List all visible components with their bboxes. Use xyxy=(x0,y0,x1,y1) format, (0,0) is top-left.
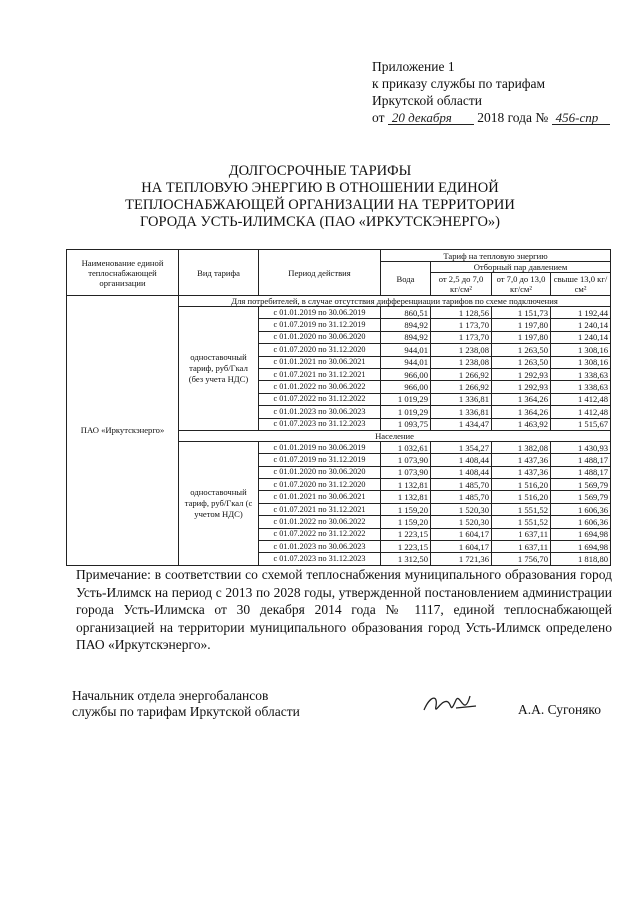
header-period: Период действия xyxy=(259,250,381,296)
steam-1-cell: 1 604,17 xyxy=(431,541,492,553)
period-cell: с 01.01.2021 по 30.06.2021 xyxy=(259,491,381,503)
annex-line-2: к приказу службы по тарифам xyxy=(372,76,546,91)
steam-1-cell: 1 408,44 xyxy=(431,454,492,466)
steam-2-cell: 1 292,93 xyxy=(492,368,551,380)
water-cell: 1 019,29 xyxy=(381,406,431,418)
header-steam-group: Отборный пар давлением xyxy=(431,262,611,273)
title-line-2: НА ТЕПЛОВУЮ ЭНЕРГИЮ В ОТНОШЕНИИ ЕДИНОЙ xyxy=(141,180,499,196)
signatory-line-1: Начальник отдела энергобалансов xyxy=(72,688,269,703)
steam-2-cell: 1 516,20 xyxy=(492,491,551,503)
steam-3-cell: 1 308,16 xyxy=(551,356,611,368)
steam-1-cell: 1 520,30 xyxy=(431,516,492,528)
steam-3-cell: 1 606,36 xyxy=(551,503,611,515)
period-cell: с 01.01.2022 по 30.06.2022 xyxy=(259,516,381,528)
header-water: Вода xyxy=(381,262,431,296)
section-header-row xyxy=(67,296,611,307)
period-cell: с 01.07.2023 по 31.12.2023 xyxy=(259,418,381,430)
steam-3-cell: 1 240,14 xyxy=(551,331,611,343)
tariff-table-body xyxy=(67,296,611,566)
header-steam-2: от 7,0 до 13,0 кг/см² xyxy=(492,273,551,296)
steam-1-cell: 1 238,08 xyxy=(431,356,492,368)
water-cell: 966,00 xyxy=(381,381,431,393)
period-cell: с 01.07.2021 по 31.12.2021 xyxy=(259,368,381,380)
header-tariff-group: Тариф на тепловую энергию xyxy=(381,250,611,262)
steam-3-cell: 1 192,44 xyxy=(551,307,611,319)
steam-1-cell: 1 485,70 xyxy=(431,491,492,503)
steam-1-cell: 1 604,17 xyxy=(431,528,492,540)
steam-1-cell: 1 336,81 xyxy=(431,406,492,418)
period-cell: с 01.01.2019 по 30.06.2019 xyxy=(259,441,381,453)
period-cell: с 01.07.2019 по 31.12.2019 xyxy=(259,454,381,466)
period-cell: с 01.01.2020 по 30.06.2020 xyxy=(259,466,381,478)
header-tariff-type: Вид тарифа xyxy=(179,250,259,296)
water-cell: 966,00 xyxy=(381,368,431,380)
steam-2-cell: 1 364,26 xyxy=(492,406,551,418)
water-cell: 1 159,20 xyxy=(381,503,431,515)
steam-3-cell: 1 694,98 xyxy=(551,541,611,553)
annex-block xyxy=(372,58,610,126)
steam-2-cell: 1 263,50 xyxy=(492,344,551,356)
signatory-name: А.А. Сугоняко xyxy=(518,702,602,717)
period-cell: с 01.07.2020 по 31.12.2020 xyxy=(259,479,381,491)
period-cell: с 01.07.2020 по 31.12.2020 xyxy=(259,344,381,356)
water-cell: 1 073,90 xyxy=(381,466,431,478)
handwritten-date: 20 декабря xyxy=(388,111,474,125)
steam-3-cell: 1 488,17 xyxy=(551,454,611,466)
signatory-line-2: службы по тарифам Иркутской области xyxy=(72,704,300,719)
title-line-3: ТЕПЛОСНАБЖАЮЩЕЙ ОРГАНИЗАЦИИ НА ТЕРРИТОРИИ xyxy=(125,197,515,213)
period-cell: с 01.01.2019 по 30.06.2019 xyxy=(259,307,381,319)
steam-2-cell: 1 551,52 xyxy=(492,503,551,515)
steam-2-cell: 1 756,70 xyxy=(492,553,551,565)
steam-3-cell: 1 569,79 xyxy=(551,491,611,503)
steam-2-cell: 1 516,20 xyxy=(492,479,551,491)
steam-2-cell: 1 151,73 xyxy=(492,307,551,319)
annex-from-label: от xyxy=(372,110,385,125)
steam-1-cell: 1 408,44 xyxy=(431,466,492,478)
steam-2-cell: 1 263,50 xyxy=(492,356,551,368)
steam-2-cell: 1 197,80 xyxy=(492,319,551,331)
water-cell: 1 073,90 xyxy=(381,454,431,466)
period-cell: с 01.01.2021 по 30.06.2021 xyxy=(259,356,381,368)
period-cell: с 01.07.2021 по 31.12.2021 xyxy=(259,503,381,515)
steam-2-cell: 1 637,11 xyxy=(492,541,551,553)
steam-2-cell: 1 437,36 xyxy=(492,454,551,466)
steam-3-cell: 1 338,63 xyxy=(551,368,611,380)
steam-3-cell: 1 818,80 xyxy=(551,553,611,565)
header-org: Наименование единой теплоснабжающей организации xyxy=(67,250,179,296)
water-cell: 1 132,81 xyxy=(381,491,431,503)
handwritten-number: 456-спр xyxy=(552,111,610,125)
steam-2-cell: 1 292,93 xyxy=(492,381,551,393)
steam-3-cell: 1 412,48 xyxy=(551,406,611,418)
water-cell: 1 032,61 xyxy=(381,441,431,453)
steam-3-cell: 1 412,48 xyxy=(551,393,611,405)
tariff-type-cell: одноставочный тариф, руб/Гкал (без учета НДС) xyxy=(179,307,259,431)
water-cell: 894,92 xyxy=(381,331,431,343)
steam-2-cell: 1 637,11 xyxy=(492,528,551,540)
header-steam-1: от 2,5 до 7,0 кг/см² xyxy=(431,273,492,296)
steam-1-cell: 1 266,92 xyxy=(431,381,492,393)
steam-2-cell: 1 382,08 xyxy=(492,441,551,453)
steam-3-cell: 1 488,17 xyxy=(551,466,611,478)
period-cell: с 01.01.2020 по 30.06.2020 xyxy=(259,331,381,343)
steam-1-cell: 1 520,30 xyxy=(431,503,492,515)
steam-1-cell: 1 173,70 xyxy=(431,319,492,331)
tariff-table xyxy=(66,249,611,566)
title-line-1: ДОЛГОСРОЧНЫЕ ТАРИФЫ xyxy=(228,163,412,179)
water-cell: 944,01 xyxy=(381,344,431,356)
period-cell: с 01.01.2022 по 30.06.2022 xyxy=(259,381,381,393)
water-cell: 1 019,29 xyxy=(381,393,431,405)
steam-1-cell: 1 173,70 xyxy=(431,331,492,343)
steam-2-cell: 1 197,80 xyxy=(492,331,551,343)
water-cell: 1 159,20 xyxy=(381,516,431,528)
handwritten-signature xyxy=(420,688,480,722)
water-cell: 1 223,15 xyxy=(381,528,431,540)
water-cell: 1 132,81 xyxy=(381,479,431,491)
steam-3-cell: 1 308,16 xyxy=(551,344,611,356)
water-cell: 944,01 xyxy=(381,356,431,368)
steam-3-cell: 1 606,36 xyxy=(551,516,611,528)
period-cell: с 01.07.2023 по 31.12.2023 xyxy=(259,553,381,565)
period-cell: с 01.07.2022 по 31.12.2022 xyxy=(259,393,381,405)
section-title: Для потребителей, в случае отсутствия дифференциации тарифов по схеме подключения xyxy=(179,296,611,307)
steam-2-cell: 1 463,92 xyxy=(492,418,551,430)
signatory-position xyxy=(72,688,300,720)
steam-2-cell: 1 364,26 xyxy=(492,393,551,405)
steam-3-cell: 1 694,98 xyxy=(551,528,611,540)
period-cell: с 01.07.2019 по 31.12.2019 xyxy=(259,319,381,331)
steam-1-cell: 1 485,70 xyxy=(431,479,492,491)
steam-1-cell: 1 336,81 xyxy=(431,393,492,405)
water-cell: 1 312,50 xyxy=(381,553,431,565)
tariff-type-cell: одноставочный тариф, руб/Гкал (с учетом НДС) xyxy=(179,441,259,565)
steam-3-cell: 1 240,14 xyxy=(551,319,611,331)
steam-3-cell: 1 515,67 xyxy=(551,418,611,430)
annex-line-1: Приложение 1 xyxy=(372,59,455,74)
document-title xyxy=(60,163,580,231)
note-paragraph: Примечание: в соответствии со схемой теплоснабжения муниципального образования город Усть-Илимск на период с 2013 по 2028 годы, утвержденной постановлением администрации города Усть-Илимска от 30 декабря 2014 года № 1117, единой теплоснабжающей организацией на территории муниципального образования город Усть-Илимск определено ПАО «Иркутскэнерго». xyxy=(76,567,612,652)
org-name-cell: ПАО «Иркутскэнерго» xyxy=(67,296,179,566)
steam-1-cell: 1 354,27 xyxy=(431,441,492,453)
period-cell: с 01.07.2022 по 31.12.2022 xyxy=(259,528,381,540)
period-cell: с 01.01.2023 по 30.06.2023 xyxy=(259,541,381,553)
steam-1-cell: 1 266,92 xyxy=(431,368,492,380)
water-cell: 1 093,75 xyxy=(381,418,431,430)
period-cell: с 01.01.2023 по 30.06.2023 xyxy=(259,406,381,418)
steam-1-cell: 1 128,56 xyxy=(431,307,492,319)
title-line-4: ГОРОДА УСТЬ-ИЛИМСКА (ПАО «ИРКУТСКЭНЕРГО») xyxy=(139,214,501,230)
annex-year-text: 2018 года № xyxy=(477,110,549,125)
steam-3-cell: 1 430,93 xyxy=(551,441,611,453)
steam-3-cell: 1 569,79 xyxy=(551,479,611,491)
steam-2-cell: 1 551,52 xyxy=(492,516,551,528)
water-cell: 894,92 xyxy=(381,319,431,331)
steam-1-cell: 1 434,47 xyxy=(431,418,492,430)
steam-3-cell: 1 338,63 xyxy=(551,381,611,393)
water-cell: 860,51 xyxy=(381,307,431,319)
section-title: Население xyxy=(179,430,611,441)
header-steam-3: свыше 13,0 кг/см² xyxy=(551,273,611,296)
steam-1-cell: 1 721,36 xyxy=(431,553,492,565)
water-cell: 1 223,15 xyxy=(381,541,431,553)
steam-1-cell: 1 238,08 xyxy=(431,344,492,356)
annex-date-line xyxy=(372,109,610,126)
annex-line-3: Иркутской области xyxy=(372,93,483,108)
steam-2-cell: 1 437,36 xyxy=(492,466,551,478)
